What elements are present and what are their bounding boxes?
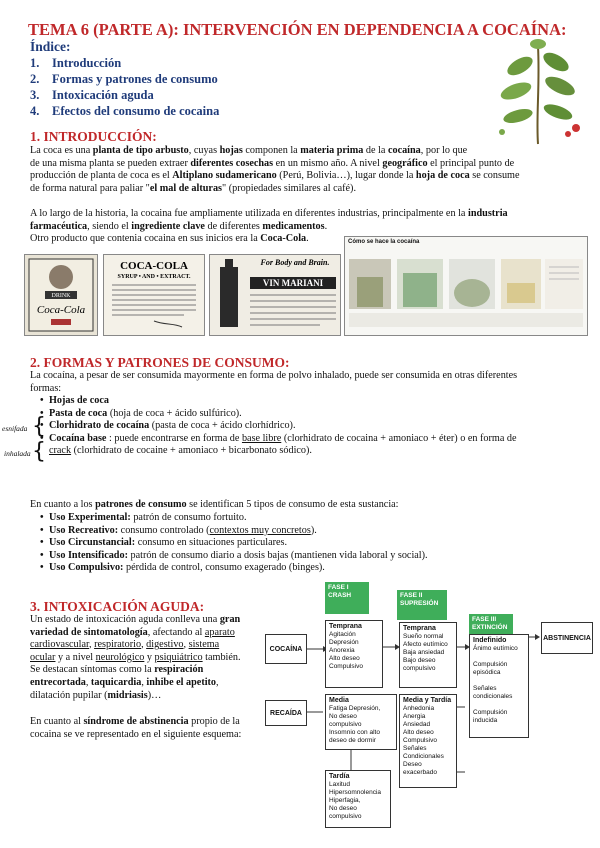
index-item[interactable]: 3. Intoxicación aguda bbox=[30, 88, 154, 102]
cocaina-box: COCAÍNA bbox=[265, 634, 307, 664]
abstinence-diagram bbox=[265, 582, 591, 832]
cocaine-production-infographic bbox=[344, 236, 588, 336]
side-label-inhalada: inhalada bbox=[4, 449, 31, 458]
index-item[interactable]: 2. Formas y patrones de consumo bbox=[30, 72, 218, 86]
list-item: • Uso Recreativo: consumo controlado (contextos muy concretos). bbox=[40, 525, 592, 538]
phase-3-label: FASE III EXTINCIÓN bbox=[469, 614, 513, 636]
intoxication-paragraph: Un estado de intoxicación aguda conlleva una gran variedad de sintomatología, afectando al aparato cardiovascular, respiratorio, digestivo, sistema ocular y a nivel neurológico y psiquiátrico también. Se destacan síntomas como la respiración entrecortada, taquicardia, inhibe el apetito, dilatación pupilar (midriasis)… bbox=[30, 614, 241, 701]
patterns-intro: En cuanto a los patrones de consumo se identifican 5 tipos de consumo de esta sustancia: bbox=[30, 499, 399, 510]
section-2-heading: 2. FORMAS Y PATRONES DE CONSUMO: bbox=[30, 355, 290, 370]
section-1-heading: 1. INTRODUCCIÓN: bbox=[30, 129, 157, 144]
phase-2-early-box: Temprana Sueño normal Afecto eutímico Baja ansiedad Bajo deseo compulsivo bbox=[399, 622, 457, 688]
abstinence-paragraph: En cuanto al síndrome de abstinencia propio de la cocaina se ve representado en el siguiente esquema: bbox=[30, 716, 242, 740]
abstinencia-box: ABSTINENCIA bbox=[541, 622, 593, 654]
coca-cola-vintage-ad bbox=[24, 254, 98, 336]
section-3-heading: 3. INTOXICACIÓN AGUDA: bbox=[30, 599, 205, 614]
phase-2-late-box: Media y Tardía Anhedonia Anergia Ansiedad Alto deseo Compulsivo Señales Condicionales Deseo exacerbado bbox=[399, 694, 457, 788]
intro-paragraph-1: La coca es una planta de tipo arbusto, cuyas hojas componen la materia prima de la cocaína, por lo que de una misma planta se pueden extraer diferentes cosechas en un mismo año. A nivel geográfico el principal punto de producción de planta de coca es el Altiplano sudamericano (Perú, Bolivia…), lugar donde la hoja de coca se consume de forma natural para paliar "el mal de alturas" (propiedades similares al café). bbox=[30, 145, 520, 194]
forms-intro: La cocaína, a pesar de ser consumida mayormente en forma de polvo inhalado, puede ser consumida en otras diferentes formas: bbox=[30, 370, 518, 394]
ad3-brand: VIN MARIANI bbox=[262, 278, 324, 288]
phase-2-label: FASE II SUPRESIÓN bbox=[397, 590, 447, 620]
list-item: • Uso Compulsivo: pérdida de control, consumo exagerado (binges). bbox=[40, 562, 592, 575]
list-item: • Pasta de coca (hoja de coca + ácido sulfúrico). bbox=[40, 408, 592, 421]
ad1-brand-text: Coca-Cola bbox=[36, 304, 86, 316]
list-item: • Clorhidrato de cocaína (pasta de coca + ácido clorhídrico). bbox=[40, 420, 592, 433]
ad2-subtitle: SYRUP • AND • EXTRACT. bbox=[117, 274, 191, 280]
phase-1-early-box: Temprana Agitación Depresión Anorexia Alto deseo Compulsivo bbox=[325, 620, 383, 688]
list-item: • Cocaína base : puede encontrarse en forma de base libre (clorhidrato de cocaina + amoniaco + éter) o en forma de crack (clorhidrato de cocaine + amoniaco + bicarbonato sódico). bbox=[40, 433, 592, 458]
index-item[interactable]: 1. Introducción bbox=[30, 56, 122, 70]
vin-mariani-ad bbox=[209, 254, 341, 336]
brace-icon: { bbox=[32, 414, 46, 439]
patterns-list bbox=[40, 512, 592, 575]
phase-1-late-box: Tardía Laxitud Hipersomnolencia Hiperfagia, No deseo compulsivo bbox=[325, 770, 391, 828]
list-item: • Uso Experimental: patrón de consumo fortuito. bbox=[40, 512, 592, 525]
coca-plant-illustration bbox=[488, 36, 588, 146]
page-title: TEMA 6 (PARTE A): INTERVENCIÓN EN DEPENDENCIA A COCAÍNA: bbox=[28, 20, 567, 39]
ad2-title: COCA-COLA bbox=[120, 260, 188, 272]
ad1-drink-text: DRINK bbox=[51, 293, 71, 299]
brace-icon: { bbox=[32, 439, 46, 464]
index-list bbox=[30, 55, 219, 119]
coca-cola-syrup-ad bbox=[103, 254, 205, 336]
list-item: • Uso Intensificado: patrón de consumo diario a dosis bajas (mantienen vida laboral y social). bbox=[40, 550, 592, 563]
recaida-box: RECAÍDA bbox=[265, 700, 307, 726]
forms-list bbox=[40, 395, 592, 458]
infographic-title: Cómo se hace la cocaína bbox=[348, 239, 420, 245]
phase-3-box: Indefinido Ánimo eutímico Compulsión episódica Señales condicionales Compulsión inducida bbox=[469, 634, 529, 738]
phase-1-label: FASE I CRASH bbox=[325, 582, 369, 614]
index-item[interactable]: 4. Efectos del consumo de cocaina bbox=[30, 104, 220, 118]
index-heading: Índice: bbox=[30, 39, 71, 54]
list-item: • Hojas de coca bbox=[40, 395, 592, 408]
list-item: • Uso Circunstancial: consumo en situaciones particulares. bbox=[40, 537, 592, 550]
side-label-esnifada: esnifada bbox=[2, 424, 28, 433]
intro-paragraph-2: A lo largo de la historia, la cocaina fue ampliamente utilizada en diferentes industrias, principalmente en la industria farmacéutica, siendo el ingrediente clave de diferentes medicamentos. Otro producto que contenia cocaina en sus inicios era la Coca-Cola. bbox=[30, 208, 508, 245]
ad3-top-text: For Body and Brain. bbox=[260, 258, 330, 267]
phase-1-middle-box: Media Fatiga Depresión, No deseo compulsivo Insomnio con alto deseo de dormir bbox=[325, 694, 397, 750]
